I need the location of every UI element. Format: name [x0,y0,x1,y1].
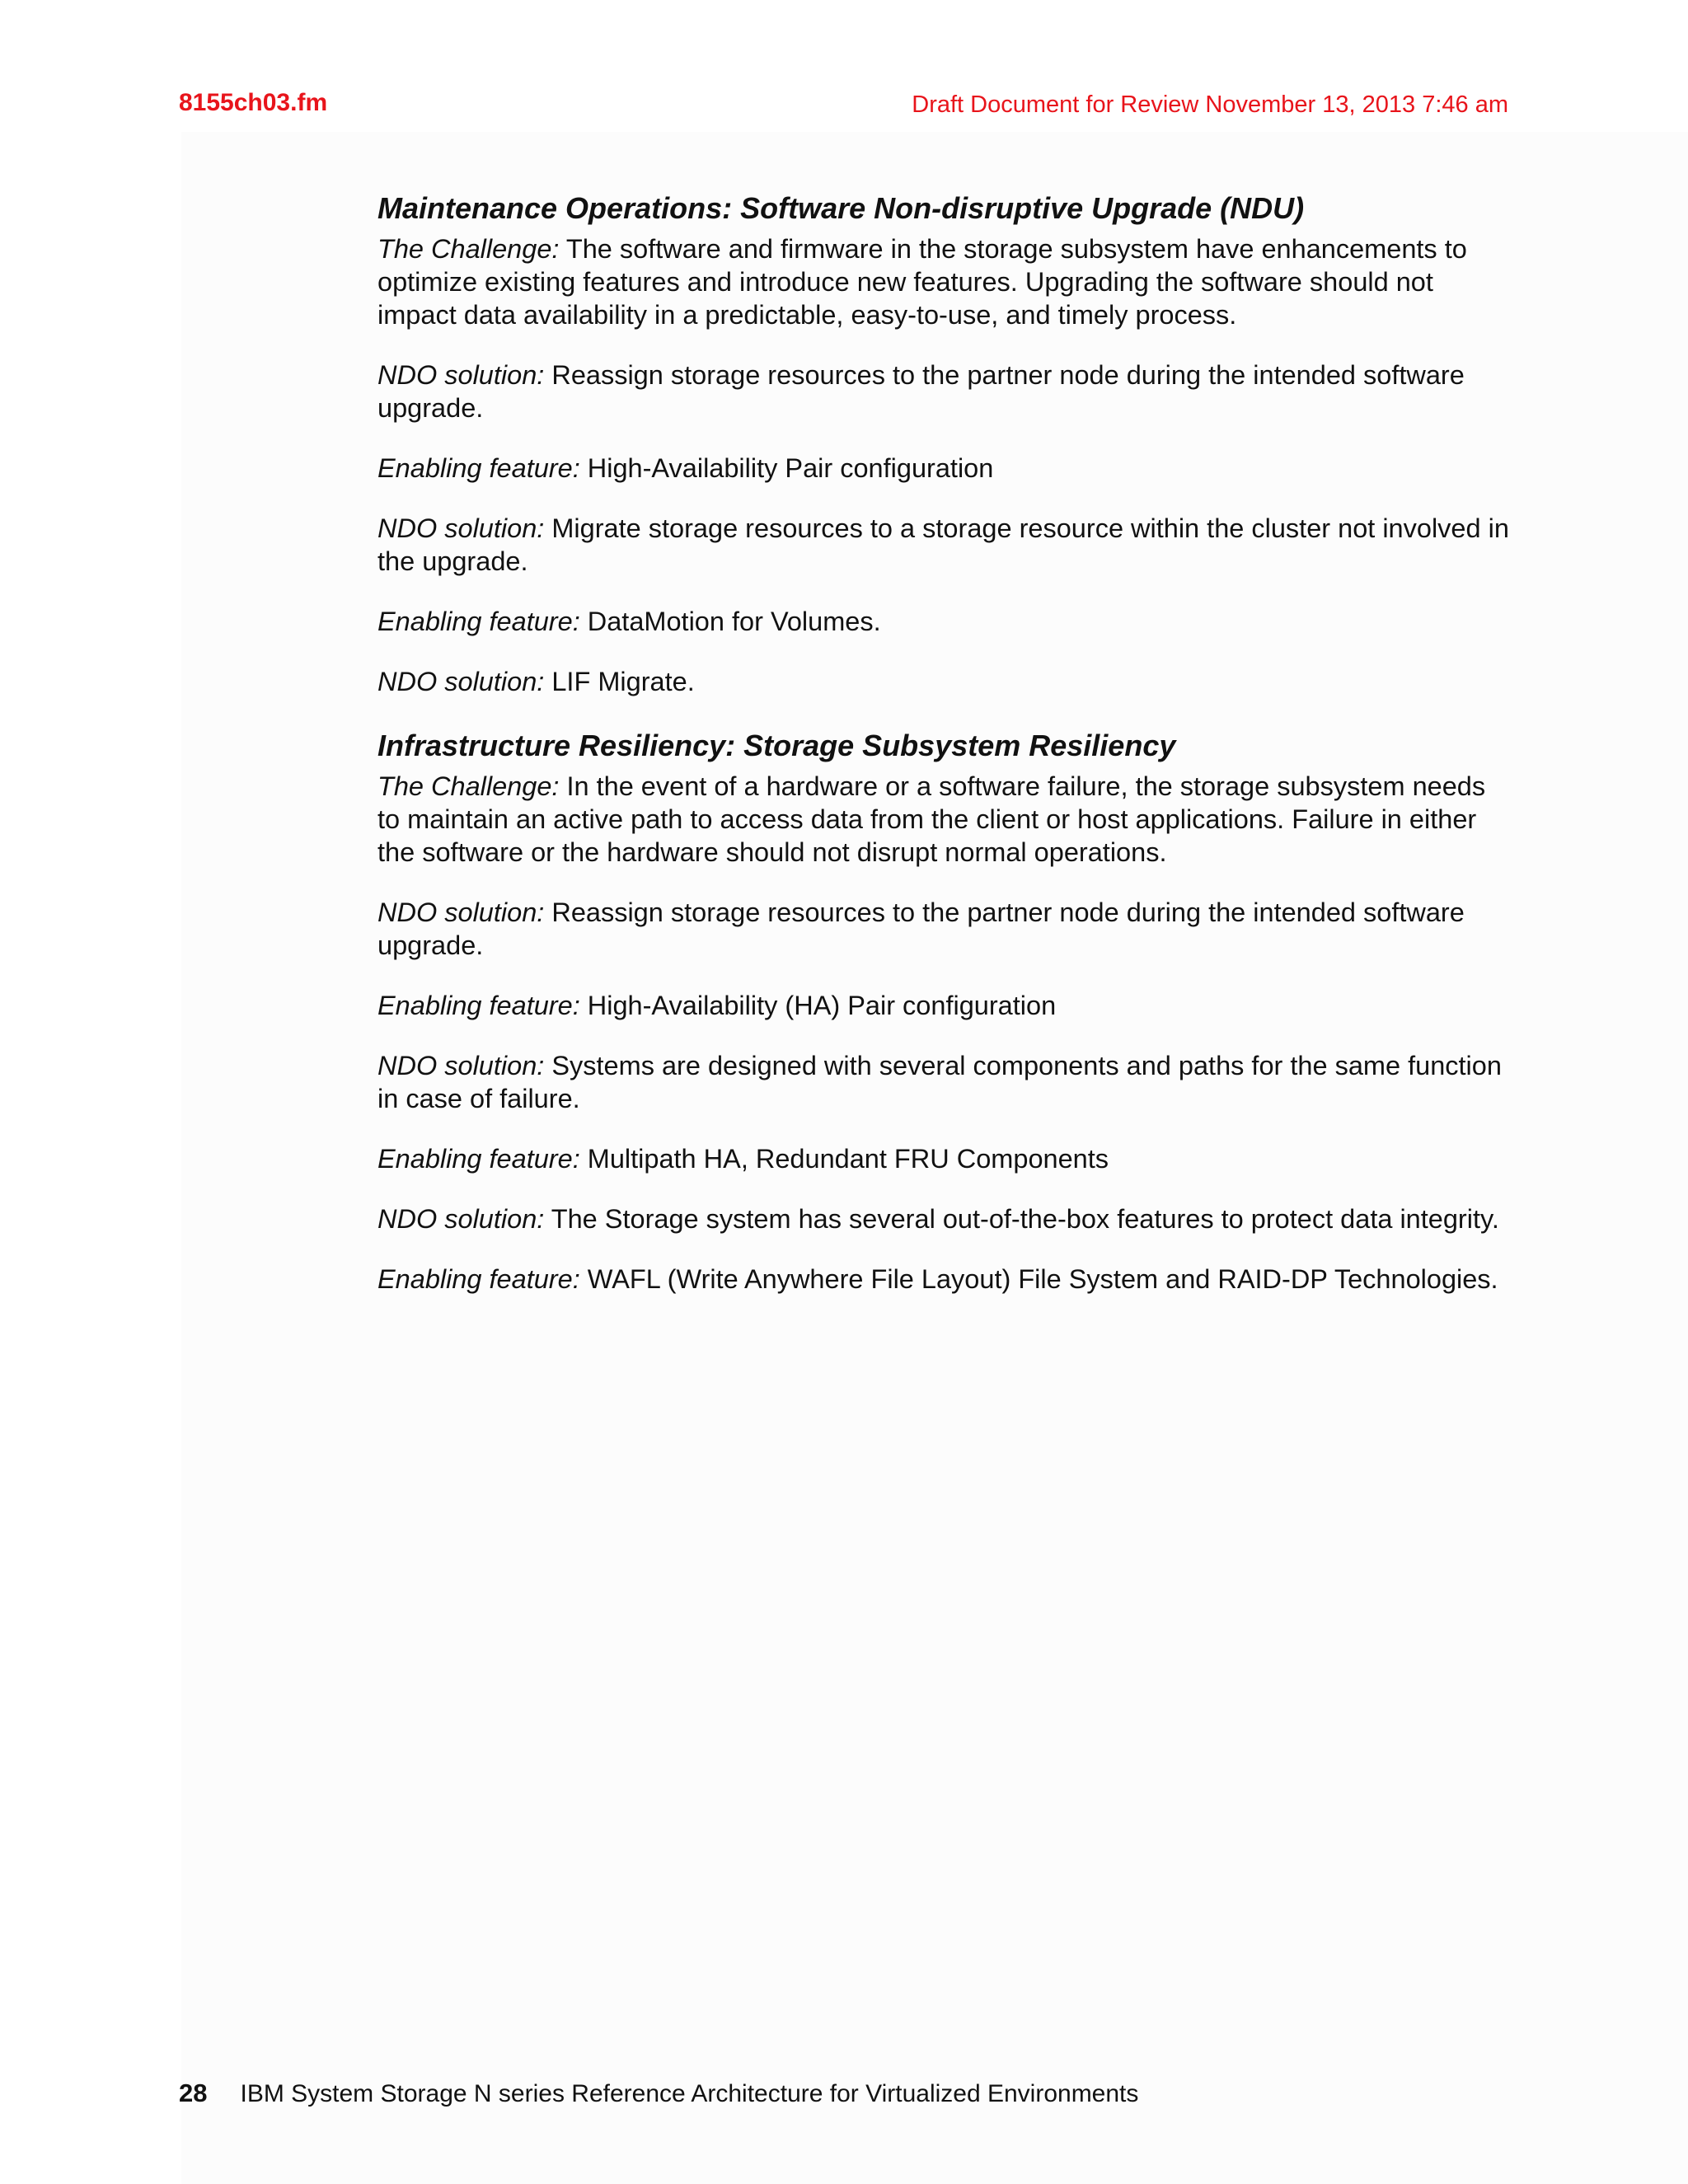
paragraph-label: NDO solution: [377,360,545,390]
paragraph-text: The software and firmware in the storage subsystem have enhancements to optimize existing features and introduce new features. Upgrading the software should not impact data availability in a predictable, easy-to-use, and timely process. [377,234,1467,330]
paragraph-text: High-Availability Pair configuration [579,453,994,483]
paragraph-label: NDO solution: [377,667,545,696]
paragraph [377,1142,1515,1175]
book-title: IBM System Storage N series Reference Architecture for Virtualized Environments [240,2080,1139,2107]
paragraph [377,1263,1515,1296]
paragraph-text: The Storage system has several out-of-the-box features to protect data integrity. [544,1204,1499,1234]
paragraph-label: NDO solution: [377,1051,545,1080]
page-number: 28 [179,2079,208,2107]
paragraph-text: Reassign storage resources to the partner node during the intended software upgrade. [377,898,1465,960]
main-content [377,188,1515,1323]
paragraph [377,232,1515,331]
paragraph-label: NDO solution: [377,513,545,543]
paragraph-text: Systems are designed with several components and paths for the same function in case of failure. [377,1051,1502,1113]
paragraph-text: Migrate storage resources to a storage resource within the cluster not involved in the upgrade. [377,513,1509,576]
paragraph [377,989,1515,1022]
header-file-name: 8155ch03.fm [179,89,328,116]
paragraph-text: High-Availability (HA) Pair configuration [579,991,1057,1020]
paragraph-text: LIF Migrate. [544,667,695,696]
paragraph-text: Multipath HA, Redundant FRU Components [579,1144,1109,1174]
page-footer [179,2079,1138,2108]
paragraph [377,770,1515,869]
paragraph [377,512,1515,578]
paragraph [377,452,1515,485]
paragraph [377,359,1515,424]
paragraph-label: The Challenge: [377,771,560,801]
paragraph [377,605,1515,638]
paragraph [377,1049,1515,1115]
paragraph-label: NDO solution: [377,898,545,927]
paragraph-label: Enabling feature: [377,1264,580,1294]
paragraph-label: The Challenge: [377,234,560,264]
paragraph-label: Enabling feature: [377,453,580,483]
section-title: Maintenance Operations: Software Non-disruptive Upgrade (NDU) [377,191,1305,225]
section-title: Infrastructure Resiliency: Storage Subsystem Resiliency [377,729,1176,762]
paragraph [377,896,1515,962]
paragraph-label: NDO solution: [377,1204,545,1234]
section-resiliency [377,725,1515,1296]
paragraph-text: In the event of a hardware or a software failure, the storage subsystem needs to maintain an active path to access data from the client or host applications. Failure in either the software or the hardware should not disrupt normal operations. [377,771,1486,867]
paragraph-text: Reassign storage resources to the partner node during the intended software upgrade. [377,360,1465,423]
paragraph-label: Enabling feature: [377,1144,580,1174]
paragraph [377,665,1515,698]
header-draft-notice: Draft Document for Review November 13, 2013 7:46 am [912,91,1508,118]
paragraph-text: WAFL (Write Anywhere File Layout) File System and RAID-DP Technologies. [579,1264,1498,1294]
paragraph-label: Enabling feature: [377,991,580,1020]
paragraph-label: Enabling feature: [377,607,580,636]
paragraph [377,1202,1515,1235]
paragraph-text: DataMotion for Volumes. [579,607,881,636]
section-ndu [377,188,1515,698]
